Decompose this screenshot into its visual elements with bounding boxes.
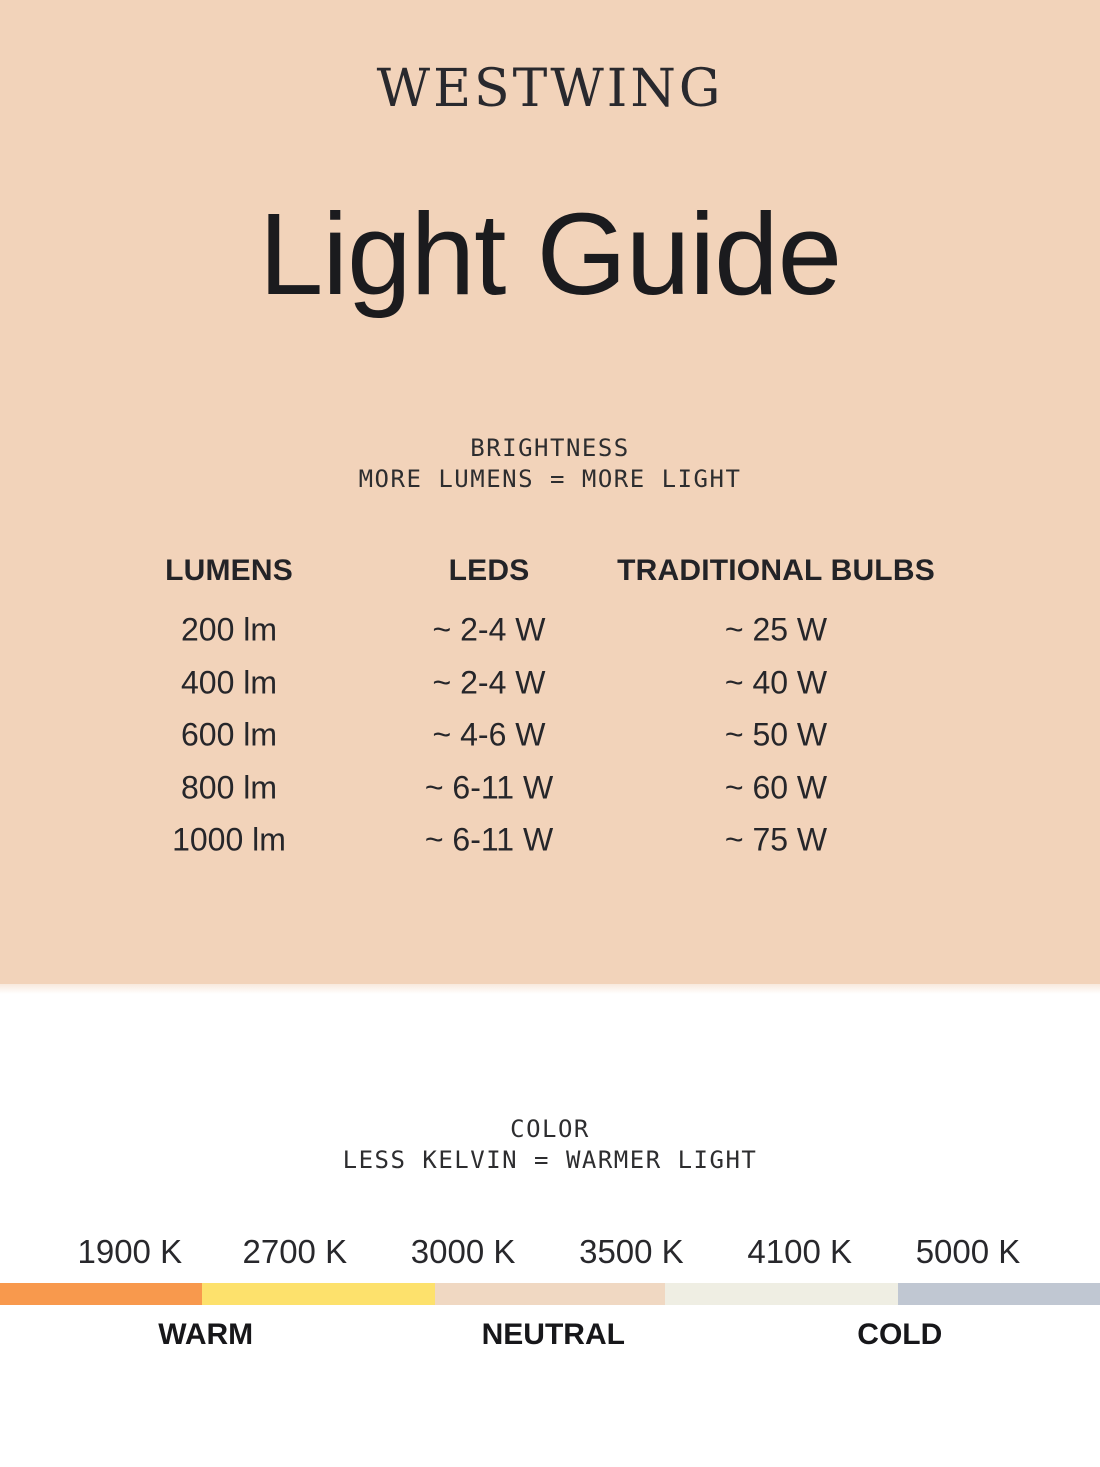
brand-logo: WESTWING xyxy=(376,59,724,119)
table-row xyxy=(0,762,1100,815)
table-row xyxy=(0,657,1100,710)
table-row xyxy=(0,709,1100,762)
lumens-value: 400 lm xyxy=(180,664,278,701)
kelvin-label: 2700 K xyxy=(242,1233,348,1270)
lumens-value: 1000 lm xyxy=(172,821,286,858)
zone-label-warm: WARM xyxy=(158,1318,254,1351)
traditional-value: ~ 50 W xyxy=(724,716,828,753)
traditional-value: ~ 75 W xyxy=(724,821,828,858)
scale-segment-neutral-ivory xyxy=(665,1283,898,1305)
kelvin-label: 1900 K xyxy=(77,1233,183,1270)
leds-value: ~ 2-4 W xyxy=(432,664,546,701)
scale-segment-neutral-tan xyxy=(435,1283,665,1305)
kelvin-label-row xyxy=(0,1232,1100,1272)
color-temperature-scale xyxy=(0,1283,1100,1305)
kelvin-label: 5000 K xyxy=(915,1233,1021,1270)
leds-value: ~ 6-11 W xyxy=(424,769,554,806)
leds-value: ~ 2-4 W xyxy=(432,611,546,648)
column-header-traditional-bulbs: TRADITIONAL BULBS xyxy=(617,554,935,587)
scale-segment-warm-yellow xyxy=(202,1283,435,1305)
kelvin-label: 3000 K xyxy=(410,1233,516,1270)
column-header-leds: LEDS xyxy=(448,554,530,587)
lumens-value: 600 lm xyxy=(180,716,278,753)
page-title: Light Guide xyxy=(258,189,842,319)
traditional-value: ~ 60 W xyxy=(724,769,828,806)
kelvin-label: 4100 K xyxy=(747,1233,852,1270)
kelvin-label: 3500 K xyxy=(579,1233,684,1270)
traditional-value: ~ 40 W xyxy=(724,664,828,701)
scale-segment-cold-blue xyxy=(898,1283,1100,1305)
lumens-value: 200 lm xyxy=(180,611,278,648)
brightness-caption xyxy=(0,433,1100,495)
traditional-value: ~ 25 W xyxy=(724,611,828,648)
zone-label-row xyxy=(0,1318,1100,1352)
brightness-heading: BRIGHTNESS xyxy=(470,434,630,462)
brightness-subheading: MORE LUMENS = MORE LIGHT xyxy=(358,465,742,493)
leds-value: ~ 4-6 W xyxy=(432,716,546,753)
color-heading: COLOR xyxy=(510,1115,590,1143)
table-row xyxy=(0,604,1100,657)
table-header-row xyxy=(0,551,1100,591)
table-body xyxy=(0,604,1100,867)
table-row xyxy=(0,814,1100,867)
leds-value: ~ 6-11 W xyxy=(424,821,554,858)
color-caption xyxy=(0,1114,1100,1176)
color-subheading: LESS KELVIN = WARMER LIGHT xyxy=(342,1146,758,1174)
column-header-lumens: LUMENS xyxy=(165,554,293,587)
scale-segment-warm-orange xyxy=(0,1283,202,1305)
lumens-value: 800 lm xyxy=(180,769,278,806)
zone-label-cold: COLD xyxy=(857,1318,943,1351)
zone-label-neutral: NEUTRAL xyxy=(481,1318,625,1351)
